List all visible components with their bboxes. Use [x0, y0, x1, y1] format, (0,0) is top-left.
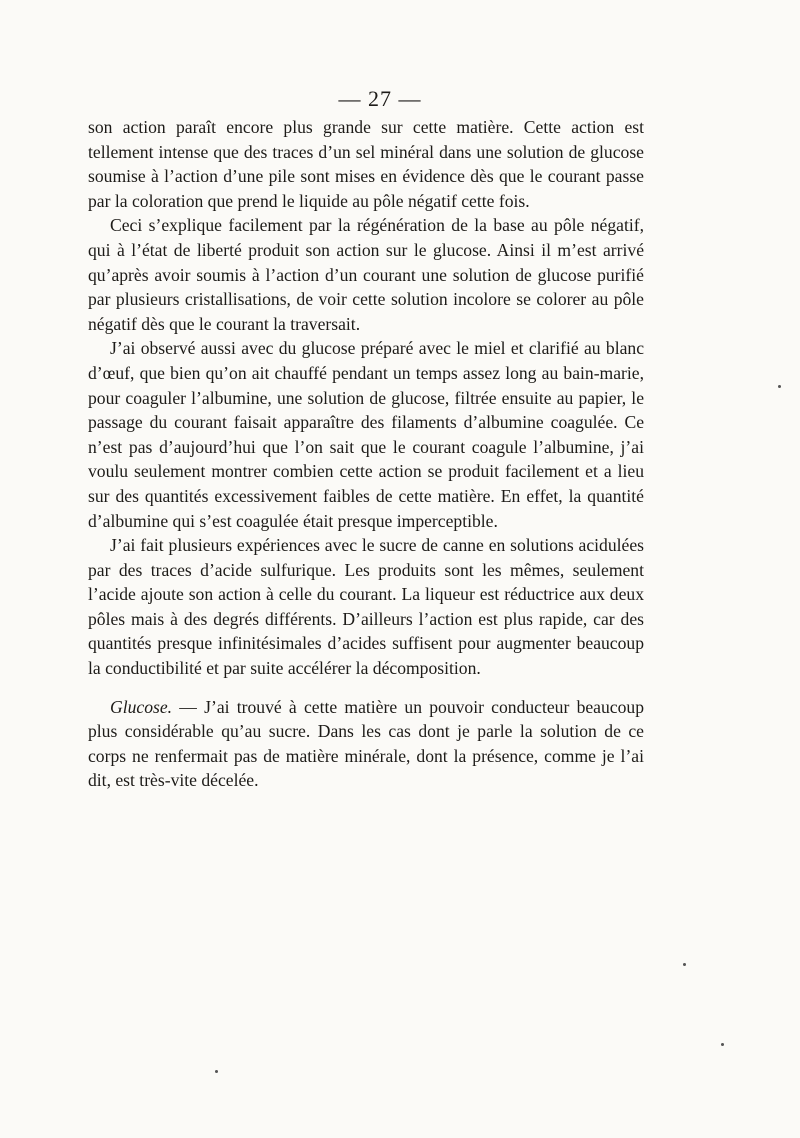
paragraph-text: — J’ai trouvé à cette matière un pouvoir conducteur beaucoup plus considérable qu’au sucre. Dans les cas dont je parle la solution de ce corps ne renfermait pas de matière minérale, dont la présence, comme je l’ai dit, est très-vite décelée.: [88, 696, 644, 791]
section-heading: Glucose.: [110, 696, 173, 717]
paragraph: [88, 695, 644, 793]
body-text: [88, 115, 644, 793]
paper-speck: [721, 1043, 724, 1046]
paper-speck: [778, 385, 781, 388]
page-number: — 27 —: [338, 86, 422, 111]
paragraph: son action paraît encore plus grande sur cette matière. Cette action est tellement intense que des traces d’un sel minéral dans une solution de glucose soumise à l’action d’une pile sont mises en évidence dès que le courant passe par la coloration que prend le liquide au pôle négatif cette fois.: [88, 117, 644, 211]
paper-speck: [215, 1070, 218, 1073]
paragraph: Ceci s’explique facilement par la régénération de la base au pôle négatif, qui à l’état de liberté produit son action sur le glucose. Ainsi il m’est arrivé qu’après avoir soumis à l’action d’un courant une solution de glucose purifié par plusieurs cristallisations, de voir cette solution incolore se colorer au pôle négatif dès que le courant la traversait.: [88, 215, 644, 334]
paper-speck: [683, 963, 686, 966]
paragraph: J’ai observé aussi avec du glucose préparé avec le miel et clarifié au blanc d’œuf, que bien qu’on ait chauffé pendant un temps assez long au bain-marie, pour coaguler l’albumine, une solution de glucose, filtrée ensuite au papier, le passage du courant faisait apparaître des filaments d’albumine coagulée. Ce n’est pas d’aujourd’hui que l’on sait que le courant coagule l’albumine, j’ai voulu seulement montrer combien cette action se produit facilement et a lieu sur des quantités excessivement faibles de cette matière. En effet, la quantité d’albumine qui s’est coagulée était presque imperceptible.: [88, 338, 644, 531]
paragraph: J’ai fait plusieurs expériences avec le sucre de canne en solutions acidulées par des traces d’acide sulfurique. Les produits sont les mêmes, seulement l’acide ajoute son action à celle du courant. La liqueur est réductrice aux deux pôles mais à des degrés différents. D’ailleurs l’action est plus rapide, car des quantités presque infinitésimales d’acides suffisent pour augmenter beaucoup la conductibilité et par suite accélérer la décomposition.: [88, 535, 644, 679]
